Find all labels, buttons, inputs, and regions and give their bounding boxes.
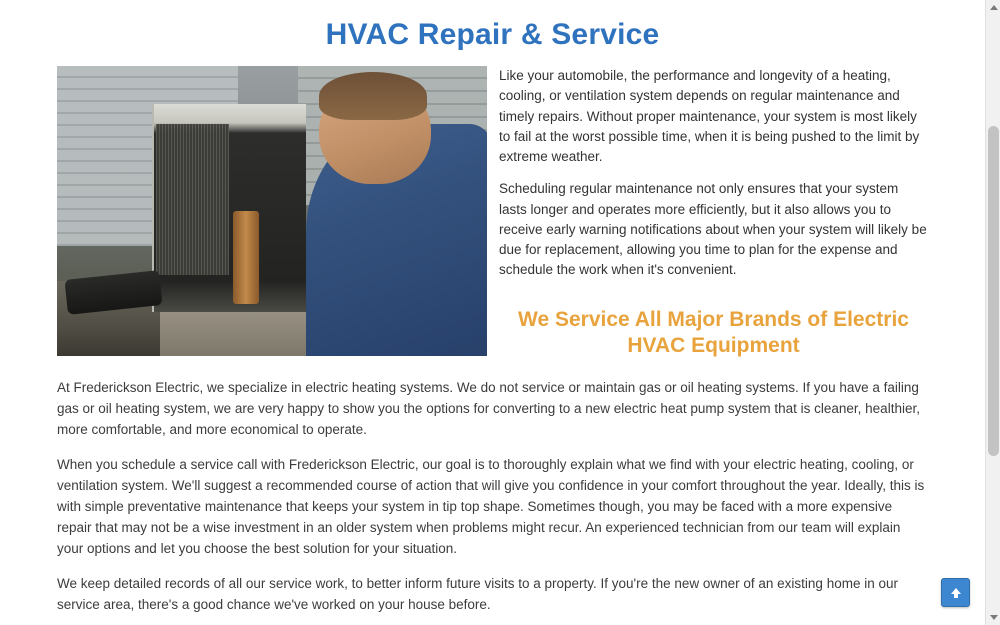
body-paragraph-1: At Frederickson Electric, we specialize in electric heating systems. We do not service or maintain gas or oil heating systems. If you have a failing gas or oil heating system, we are very happy to show you the options for converting to a new electric heat pump system that is cleaner, healthier, more comfortable, and more economical to operate. <box>57 380 920 438</box>
arrow-up-icon <box>948 585 964 601</box>
scroll-up-button[interactable] <box>986 0 1000 15</box>
scroll-down-button[interactable] <box>986 610 1000 625</box>
photo-condenser-coil <box>156 124 229 275</box>
hvac-technician-photo <box>57 66 487 356</box>
chevron-up-icon <box>990 5 998 10</box>
intro-text-column <box>487 66 928 359</box>
photo-technician-hair <box>319 72 427 120</box>
body-paragraph-3: We keep detailed records of all our service work, to better inform future visits to a property. If you're the new owner of an existing home in our service area, there's a good chance we've worked on your house before. <box>57 576 898 613</box>
scrollbar-thumb[interactable] <box>988 126 999 456</box>
chevron-down-icon <box>990 615 998 620</box>
section-subheading: We Service All Major Brands of Electric HVAC Equipment <box>518 307 909 357</box>
page-title: HVAC Repair & Service <box>325 18 660 51</box>
body-paragraph-2: When you schedule a service call with Frederickson Electric, our goal is to thoroughly explain what we find with your electric heating, cooling, or ventilation system. We'll suggest a recommended course of action that will give you confidence in your comfort throughout the year. Ideally, this is with simple preventative maintenance that keeps your system in tip top shape. Sometimes though, you may be faced with a more expensive repair that may not be a wise investment in an older system when problems might recur. An experienced technician from our team will explain your options and let you choose the best solution for your situation. <box>57 457 925 557</box>
back-to-top-button[interactable] <box>941 578 970 607</box>
body-section <box>0 359 985 615</box>
intro-paragraph-2: Scheduling regular maintenance not only ensures that your system lasts longer and operates more efficiently, but it also allows you to receive early warning notifications about when your system will likely be due for replacement, allowing you time to plan for the expense and schedule the work when it's convenient. <box>499 181 927 278</box>
vertical-scrollbar[interactable] <box>985 0 1000 625</box>
photo-copper-tubing <box>233 211 259 304</box>
intro-section <box>0 52 985 359</box>
intro-paragraph-1: Like your automobile, the performance and longevity of a heating, cooling, or ventilation system depends on regular maintenance and timely repairs. Without proper maintenance, your system is most likely to fail at the worst possible time, when it is being pushed to the limit by extreme weather. <box>499 68 920 164</box>
